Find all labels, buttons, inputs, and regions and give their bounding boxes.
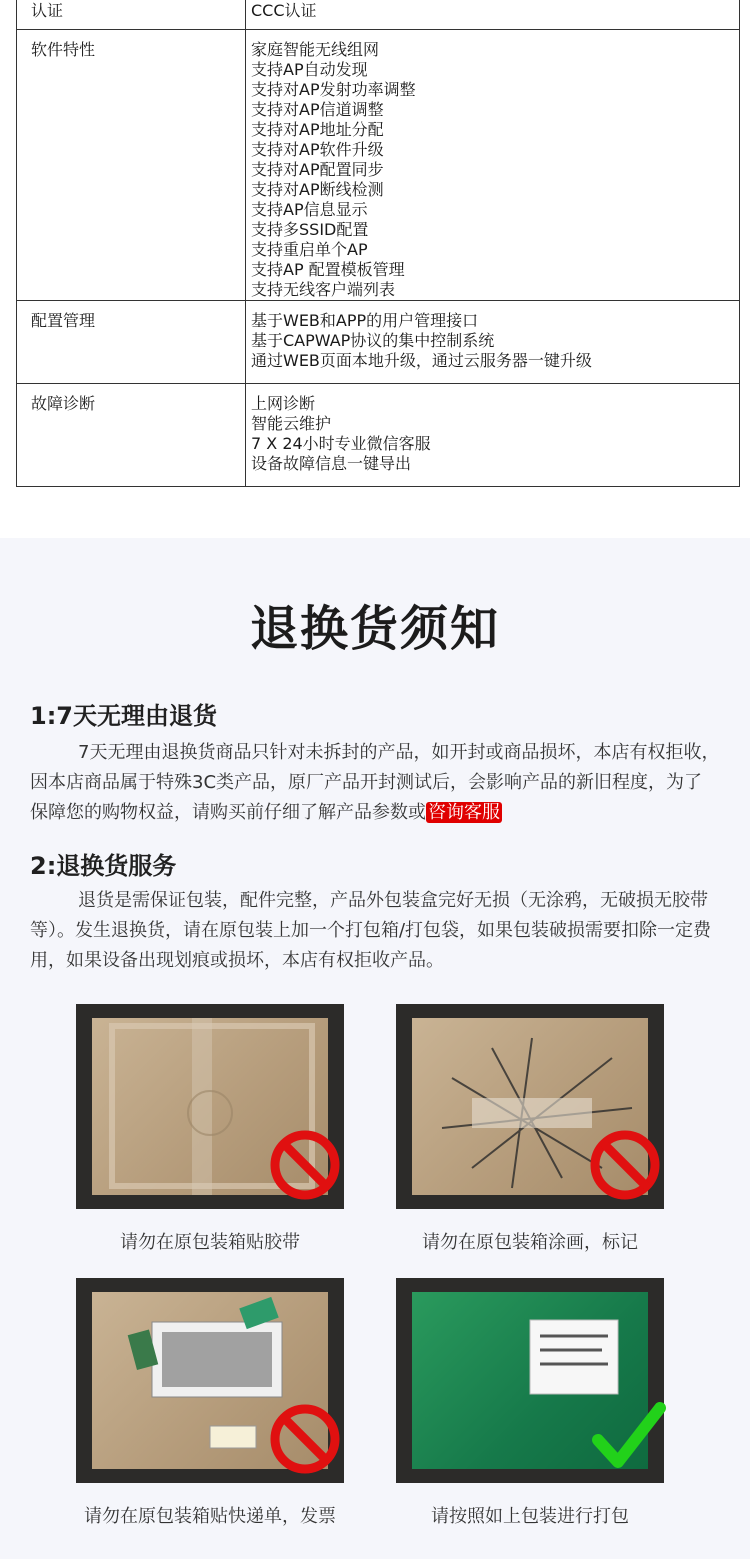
spec-line: 7 X 24小时专业微信客服 xyxy=(251,434,431,453)
photo-caption: 请勿在原包装箱贴快递单，发票 xyxy=(84,1506,336,1527)
spec-row-config xyxy=(17,301,740,384)
spec-line: 支持无线客户端列表 xyxy=(251,280,396,299)
spec-line: 上网诊断 xyxy=(251,394,316,413)
spec-row-certification xyxy=(17,0,740,30)
spec-line: CCC认证 xyxy=(251,1,317,20)
package-photo-label xyxy=(76,1278,344,1483)
spec-line: 支持重启单个AP xyxy=(251,240,368,259)
section1-body: 7天无理由退换货商品只针对未拆封的产品，如开封或商品损坏，本店有权拒收，因本店商品属于特殊3C类产品，原厂产品开封测试后，会影响产品的新旧程度，为了保障您的购物权益，请购买前仔细了解产品参数或 xyxy=(30,742,720,823)
section1-text xyxy=(30,738,720,828)
photo-caption: 请勿在原包装箱贴胶带 xyxy=(120,1232,300,1253)
photo-caption: 请勿在原包装箱涂画，标记 xyxy=(422,1232,638,1253)
spec-value xyxy=(246,301,740,384)
photo-caption: 请按照如上包装进行打包 xyxy=(431,1506,629,1527)
spec-line: 支持对AP配置同步 xyxy=(251,160,384,179)
prohibited-icon xyxy=(270,1404,340,1478)
package-photo-drawing xyxy=(396,1004,664,1209)
section1-heading: 1:7天无理由退货 xyxy=(30,702,217,730)
prohibited-icon xyxy=(270,1130,340,1204)
package-photo-tape xyxy=(76,1004,344,1209)
spec-label: 认证 xyxy=(17,0,246,30)
spec-line: 支持AP信息显示 xyxy=(251,200,368,219)
prohibited-icon xyxy=(590,1130,660,1204)
spec-line: 支持对AP地址分配 xyxy=(251,120,384,139)
spec-value xyxy=(246,0,740,30)
spec-line: 通过WEB页面本地升级，通过云服务器一键升级 xyxy=(251,351,592,370)
checkmark-icon xyxy=(592,1400,666,1474)
section2-heading: 2:退换货服务 xyxy=(30,852,177,880)
spec-row-diagnosis xyxy=(17,384,740,487)
spec-table xyxy=(16,0,740,487)
notice-title: 退换货须知 xyxy=(249,601,500,657)
spec-line: 基于CAPWAP协议的集中控制系统 xyxy=(251,331,495,350)
spec-value xyxy=(246,30,740,301)
spec-line: 支持对AP发射功率调整 xyxy=(251,80,416,99)
contact-service-link[interactable]: 咨询客服 xyxy=(428,802,500,823)
spec-line: 支持多SSID配置 xyxy=(251,220,369,239)
spec-line: 支持对AP断线检测 xyxy=(251,180,384,199)
section2-text: 退货是需保证包装，配件完整，产品外包装盒完好无损（无涂鸦，无破损无胶带等）。发生退换货，请在原包装上加一个打包箱/打包袋，如果包装破损需要扣除一定费用，如果设备出现划痕或损坏，本店有权拒收产品。 xyxy=(30,890,712,971)
package-photo-correct xyxy=(396,1278,664,1483)
spec-line: 支持对AP信道调整 xyxy=(251,100,384,119)
return-notice-section xyxy=(0,538,750,1559)
spec-line: 家庭智能无线组网 xyxy=(251,40,380,59)
spec-line: 设备故障信息一键导出 xyxy=(251,454,412,473)
spec-line: 支持AP自动发现 xyxy=(251,60,368,79)
spec-line: 智能云维护 xyxy=(251,414,332,433)
spec-label: 故障诊断 xyxy=(17,384,246,487)
spec-value xyxy=(246,384,740,487)
spec-label: 软件特性 xyxy=(17,30,246,301)
spec-row-software xyxy=(17,30,740,301)
spec-line: 支持AP 配置模板管理 xyxy=(251,260,405,279)
spec-label: 配置管理 xyxy=(17,301,246,384)
spec-line: 支持对AP软件升级 xyxy=(251,140,384,159)
spec-line: 基于WEB和APP的用户管理接口 xyxy=(251,311,479,330)
